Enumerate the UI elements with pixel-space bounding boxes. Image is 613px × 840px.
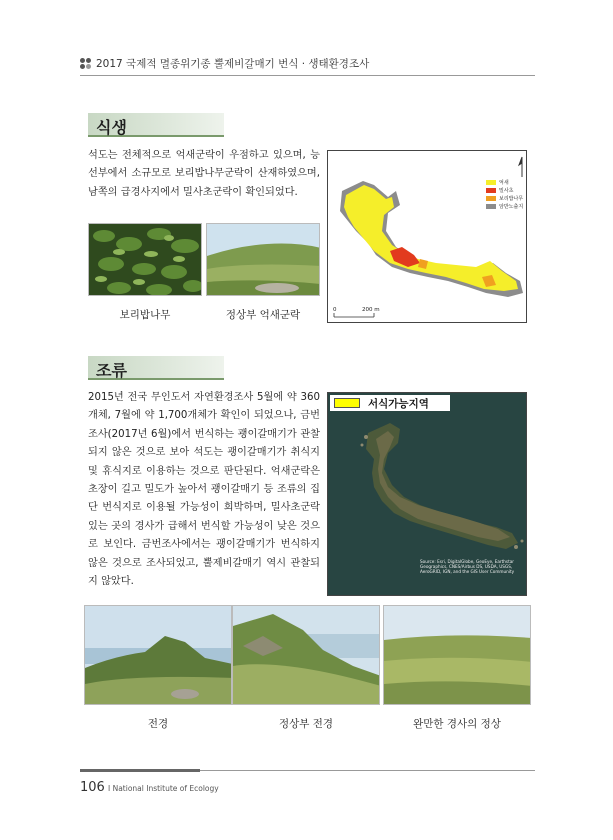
- caption-gentle-slope: 완만한 경사의 정상: [413, 718, 501, 730]
- habitat-swatch: [334, 398, 360, 408]
- caption-overview: 전경: [147, 718, 169, 730]
- legend-item-silvergrass: 억새: [486, 179, 509, 186]
- map-scale-end: 200 m: [362, 307, 380, 313]
- map-source-credit: Source: Esri, DigitalGlobe, GeoEye, Earthstar Geographics, CNES/Airbus DS, USDA, USGS, AeroGRID, IGN, and the GIS User Community: [420, 559, 515, 575]
- legend-item-sedge: 밀사초: [486, 187, 514, 194]
- habitat-legend: [330, 395, 450, 411]
- section-title-birds: [88, 356, 224, 380]
- caption-silvergrass: 정상부 억새군락: [225, 309, 301, 321]
- birds-paragraph: 2015년 전국 무인도서 자연환경조사 5월에 약 360개체, 7월에 약 1,700개체가 확인이 되었으나, 금번 조사(2017년 6월)에서 번식하는 괭이갈매기가 관찰되지 않은 것으로 보아 석도는 괭이갈매기가 취식지 및 휴식지로 이용하는 것으로 판단된다. 억새군락은 초장이 길고 밀도가 높아서 괭이갈매기 등 조류의 집단 번식지로 이용될 가능성이 희박하며, 밀사초군락 있는 곳의 경사가 급해서 번식할 가능성이 낮은 것으로 보인다. 금번조사에서는 괭이갈매기가 번식하지 않은 것으로 조사되었고, 뿔제비갈매기 역시 관찰되지 않았다.: [88, 392, 320, 588]
- photo-summit-view: [232, 605, 380, 705]
- page-header: [80, 56, 535, 78]
- section-title-text: 식생: [96, 118, 127, 137]
- section-title-text: 조류: [96, 361, 127, 380]
- habitat-satellite-map: [327, 392, 527, 596]
- page-number: 106: [80, 780, 105, 795]
- vegetation-map: [327, 150, 527, 323]
- legend-item-elaeagnus: 보리밥나무: [486, 195, 523, 202]
- footer-accent-bar: [80, 769, 200, 772]
- habitat-legend-label: 서식가능지역: [368, 398, 429, 410]
- photo-gentle-slope-summit: [383, 605, 531, 705]
- caption-elaeagnus: 보리밥나무: [119, 309, 171, 321]
- vegetation-paragraph: 석도는 전체적으로 억새군락이 우점하고 있으며, 능선부에서 소규모로 보리밥나무군락이 산재하였으며, 남쪽의 급경사지에서 밀사초군락이 확인되었다.: [88, 150, 320, 198]
- footer-institution: I National Institute of Ecology: [108, 784, 219, 793]
- header-dots-icon: [80, 58, 92, 70]
- photo-elaeagnus: [88, 223, 202, 296]
- caption-summit-view: 정상부 전경: [278, 718, 334, 730]
- photo-overview: [84, 605, 232, 705]
- header-title: 2017 국제적 멸종위기종 뿔제비갈매기 번식 · 생태환경조사: [96, 58, 370, 70]
- legend-item-bare-rock: 암반노출지: [486, 203, 523, 210]
- header-divider: [80, 75, 535, 76]
- photo-silvergrass-summit: [206, 223, 320, 296]
- section-title-vegetation: [88, 113, 224, 137]
- map-scale-start: 0: [333, 307, 337, 313]
